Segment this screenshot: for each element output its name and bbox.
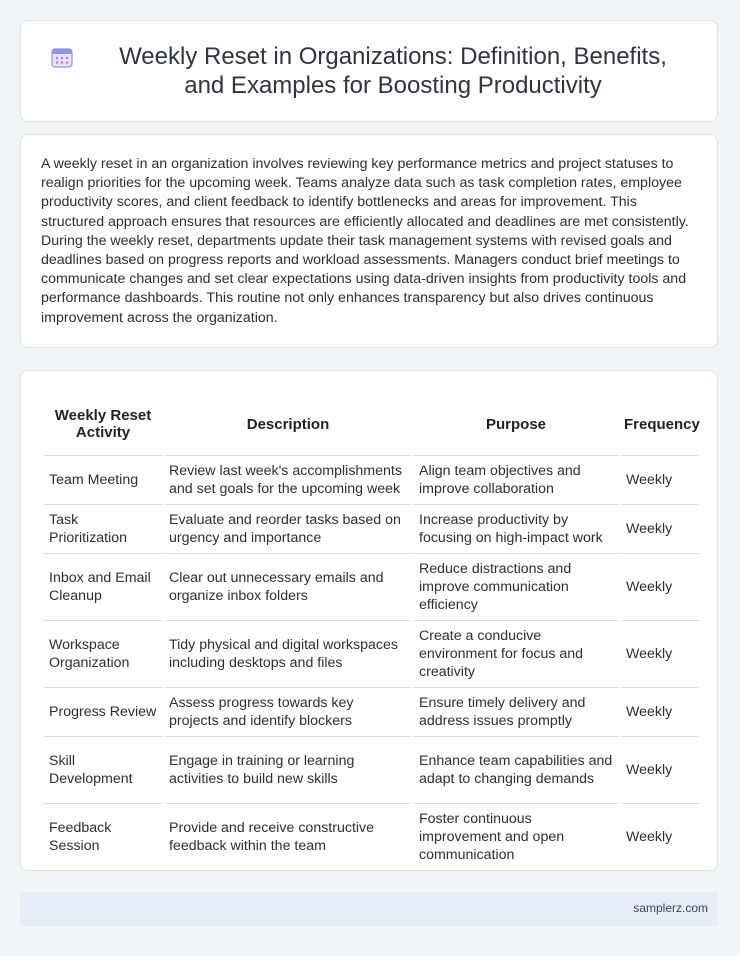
table-row	[44, 505, 699, 554]
header-activity: Weekly Reset Activity	[44, 393, 162, 456]
cell-description: Evaluate and reorder tasks based on urgency and importance	[164, 505, 412, 554]
header-purpose: Purpose	[414, 393, 618, 456]
cell-activity: Task Prioritization	[44, 505, 162, 554]
cell-description: Clear out unnecessary emails and organize inbox folders	[164, 554, 412, 621]
cell-activity: Team Meeting	[44, 456, 162, 505]
cell-description: Assess progress towards key projects and identify blockers	[164, 688, 412, 737]
title-card	[20, 20, 718, 122]
cell-frequency: Weekly	[620, 554, 699, 621]
cell-purpose: Create a conducive environment for focus and creativity	[414, 621, 618, 688]
cell-activity: Progress Review	[44, 688, 162, 737]
table-card	[20, 370, 718, 871]
cell-activity: Inbox and Email Cleanup	[44, 554, 162, 621]
cell-frequency: Weekly	[620, 737, 699, 804]
cell-description: Tidy physical and digital workspaces including desktops and files	[164, 621, 412, 688]
intro-card	[20, 134, 718, 348]
intro-paragraph: A weekly reset in an organization involves reviewing key performance metrics and project statuses to realign priorities for the upcoming week. Teams analyze data such as task completion rates, employee productivity scores, and client feedback to identify bottlenecks and areas for improvement. This structured approach ensures that resources are efficiently allocated and deadlines are met consistently. During the weekly reset, departments update their task management systems with revised goals and deadlines based on progress reports and workload assessments. Managers conduct brief meetings to communicate changes and set clear expectations using data-driven insights from productivity tools and performance dashboards. This routine not only enhances transparency but also drives continuous improvement across the organization.	[41, 156, 689, 326]
cell-purpose: Foster continuous improvement and open communication	[414, 804, 618, 871]
cell-activity: Workspace Organization	[44, 621, 162, 688]
title-wrap	[21, 42, 717, 100]
cell-frequency: Weekly	[620, 688, 699, 737]
cell-purpose: Ensure timely delivery and address issues promptly	[414, 688, 618, 737]
cell-purpose: Enhance team capabilities and adapt to changing demands	[414, 737, 618, 804]
header-description: Description	[164, 393, 412, 456]
footer-site-link[interactable]: samplerz.com	[633, 901, 708, 915]
footer-bar	[20, 892, 718, 926]
calendar-icon	[51, 46, 73, 68]
cell-frequency: Weekly	[620, 505, 699, 554]
cell-activity: Feedback Session	[44, 804, 162, 871]
activity-table	[42, 393, 701, 871]
cell-activity: Skill Development	[44, 737, 162, 804]
cell-frequency: Weekly	[620, 621, 699, 688]
table-row	[44, 737, 699, 804]
header-frequency: Frequency	[620, 393, 699, 456]
page-title: Weekly Reset in Organizations: Definition, Benefits, and Examples for Boosting Productivity	[119, 43, 667, 99]
cell-frequency: Weekly	[620, 804, 699, 871]
table-row	[44, 804, 699, 871]
cell-description: Review last week's accomplishments and set goals for the upcoming week	[164, 456, 412, 505]
cell-purpose: Align team objectives and improve collaboration	[414, 456, 618, 505]
cell-frequency: Weekly	[620, 456, 699, 505]
cell-purpose: Reduce distractions and improve communication efficiency	[414, 554, 618, 621]
table-row	[44, 688, 699, 737]
table-row	[44, 554, 699, 621]
cell-description: Provide and receive constructive feedback within the team	[164, 804, 412, 871]
table-row	[44, 621, 699, 688]
cell-purpose: Increase productivity by focusing on high-impact work	[414, 505, 618, 554]
table-row	[44, 456, 699, 505]
cell-description: Engage in training or learning activities to build new skills	[164, 737, 412, 804]
table-header-row	[44, 393, 699, 456]
